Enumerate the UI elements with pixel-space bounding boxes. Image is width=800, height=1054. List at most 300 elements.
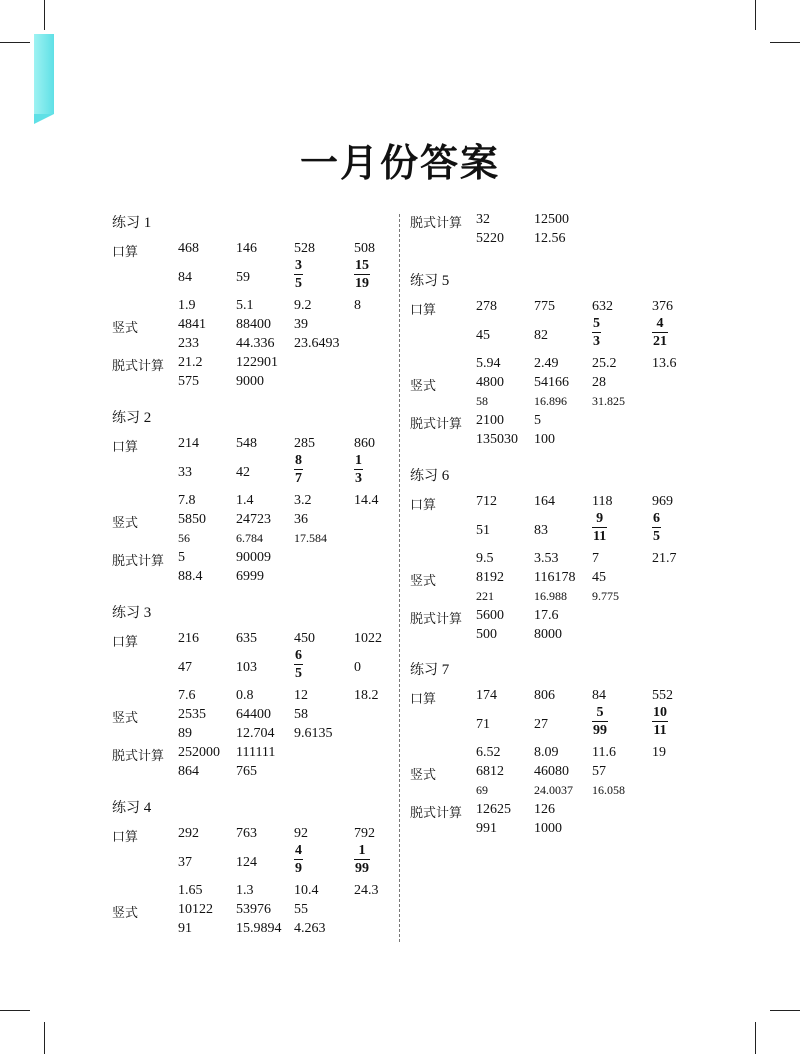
answer-row [112, 355, 392, 374]
answer-value: 24.3 [354, 883, 379, 898]
answer-row [410, 413, 690, 432]
answer-row [410, 570, 690, 589]
answer-value: 174 [476, 688, 497, 703]
answer-value: 54166 [534, 375, 569, 390]
fraction-denominator: 11 [593, 529, 607, 544]
answer-value: 468 [178, 241, 199, 256]
fraction-numerator: 15 [355, 258, 369, 273]
answer-row [112, 826, 392, 845]
answer-row [410, 318, 690, 356]
answer-value: 763 [236, 826, 257, 841]
answer-value: 84 [178, 270, 192, 285]
crop-mark [0, 42, 30, 43]
answer-row [112, 374, 392, 393]
answer-value: 9.5 [476, 551, 494, 566]
answer-value: 55 [294, 902, 308, 917]
answer-value: 32 [476, 212, 490, 227]
answer-value: 16.988 [534, 589, 567, 603]
answer-value: 1.65 [178, 883, 203, 898]
fraction-numerator: 8 [295, 453, 302, 468]
answer-value: 21.2 [178, 355, 203, 370]
answer-value: 9.2 [294, 298, 312, 313]
answer-value: 792 [354, 826, 375, 841]
answer-row [112, 531, 392, 550]
answer-value: 15.9894 [236, 921, 282, 936]
answer-value: 59 [236, 270, 250, 285]
answer-value: 2.49 [534, 356, 559, 371]
answer-row [112, 298, 392, 317]
fraction-denominator: 99 [593, 723, 607, 738]
answer-value: 27 [534, 717, 548, 732]
answer-value: 500 [476, 627, 497, 642]
exercise-title-text: 练习 [112, 215, 140, 231]
fraction-numerator: 4 [295, 843, 302, 858]
answer-value: 8 [354, 298, 361, 313]
answer-row [410, 432, 690, 451]
exercise-number: 3 [140, 605, 152, 621]
answer-value: 12 [294, 688, 308, 703]
answer-value: 1.9 [178, 298, 196, 313]
exercise-section [410, 467, 690, 646]
exercise-title [410, 661, 690, 679]
answer-value: 806 [534, 688, 555, 703]
answer-value: 116178 [534, 570, 576, 585]
answer-value: 376 [652, 299, 673, 314]
answer-value: 42 [236, 465, 250, 480]
answer-value: 10122 [178, 902, 213, 917]
answer-value: 5220 [476, 231, 504, 246]
fraction-numerator: 10 [653, 705, 667, 720]
answer-row [410, 299, 690, 318]
answer-value: 69 [476, 783, 488, 797]
fraction-bar [294, 859, 303, 860]
answer-value: 214 [178, 436, 199, 451]
answer-row [112, 845, 392, 883]
answer-value: 1000 [534, 821, 562, 836]
answer-value: 21.7 [652, 551, 677, 566]
fraction-answer [294, 258, 303, 291]
answer-row [112, 336, 392, 355]
answer-value: 10.4 [294, 883, 319, 898]
exercise-title-text: 练习 [112, 800, 140, 816]
answer-row [112, 764, 392, 783]
answer-value: 0 [354, 660, 361, 675]
answer-value: 1.4 [236, 493, 254, 508]
answer-value: 3.2 [294, 493, 312, 508]
fraction-denominator: 5 [295, 276, 302, 291]
fraction-answer [652, 316, 668, 349]
answer-value: 83 [534, 523, 548, 538]
fraction-bar [294, 274, 303, 275]
exercise-title-text: 练习 [410, 273, 438, 289]
answer-row [410, 821, 690, 840]
exercise-title [112, 799, 392, 817]
answer-value: 5.94 [476, 356, 501, 371]
answer-value: 17.584 [294, 531, 327, 545]
answer-value: 146 [236, 241, 257, 256]
answer-row [410, 745, 690, 764]
answer-value: 4841 [178, 317, 206, 332]
answer-value: 4.263 [294, 921, 326, 936]
fraction-numerator: 4 [656, 316, 664, 331]
answer-value: 712 [476, 494, 497, 509]
answer-row [112, 550, 392, 569]
crop-mark [755, 0, 756, 30]
answer-value: 508 [354, 241, 375, 256]
exercise-number: 2 [140, 410, 152, 426]
answer-row [112, 512, 392, 531]
exercise-title [410, 272, 690, 290]
exercise-title-text: 练习 [112, 410, 140, 426]
answer-row [410, 231, 690, 250]
fraction-denominator: 3 [355, 471, 362, 486]
exercise-title-text: 练习 [410, 662, 438, 678]
answer-value: 3.53 [534, 551, 559, 566]
answer-value: 864 [178, 764, 199, 779]
answer-value: 31.825 [592, 394, 625, 408]
fraction-answer [592, 316, 601, 349]
answer-value: 1022 [354, 631, 382, 646]
row-label: 脱式计算 [410, 417, 463, 432]
exercise-title-text: 练习 [410, 468, 438, 484]
answer-value: 90009 [236, 550, 271, 565]
fraction-denominator: 19 [355, 276, 369, 291]
answer-value: 775 [534, 299, 555, 314]
answer-value: 24723 [236, 512, 271, 527]
answer-value: 7.8 [178, 493, 196, 508]
fraction-numerator: 9 [596, 511, 604, 526]
answer-row [410, 608, 690, 627]
fraction-bar [592, 527, 607, 528]
answer-value: 28 [592, 375, 606, 390]
answer-value: 71 [476, 717, 490, 732]
answer-row [410, 356, 690, 375]
exercise-title [112, 214, 392, 232]
answer-row [410, 783, 690, 802]
answer-value: 51 [476, 523, 490, 538]
fraction-answer [652, 511, 661, 544]
answer-value: 9000 [236, 374, 264, 389]
answer-row [112, 241, 392, 260]
exercise-section [112, 409, 392, 588]
answer-value: 19 [652, 745, 666, 760]
answer-value: 24.0037 [534, 783, 573, 797]
row-label: 竖式 [410, 379, 437, 394]
exercise-section [112, 604, 392, 783]
fraction-bar [354, 859, 370, 860]
answer-row [410, 688, 690, 707]
answer-value: 56 [178, 531, 190, 545]
answer-value: 450 [294, 631, 315, 646]
answer-value: 16.058 [592, 783, 625, 797]
answer-value: 45 [592, 570, 606, 585]
answer-value: 5 [178, 550, 185, 565]
exercise-number: 6 [438, 468, 450, 484]
fraction-answer [354, 843, 370, 876]
exercise-number: 7 [438, 662, 450, 678]
answer-value: 6.784 [236, 531, 263, 545]
answer-value: 88.4 [178, 569, 203, 584]
answer-row [112, 569, 392, 588]
fraction-denominator: 7 [295, 471, 302, 486]
answer-row [410, 802, 690, 821]
answer-value: 221 [476, 589, 494, 603]
fraction-answer [354, 453, 363, 486]
row-label: 口算 [112, 635, 139, 650]
row-label: 口算 [410, 303, 437, 318]
answer-row [410, 394, 690, 413]
fraction-bar [354, 274, 370, 275]
exercise-title [112, 409, 392, 427]
exercise-title [410, 467, 690, 485]
answer-row [112, 436, 392, 455]
answer-value: 6812 [476, 764, 504, 779]
answer-value: 6999 [236, 569, 264, 584]
answer-row [410, 494, 690, 513]
answer-row [112, 631, 392, 650]
answer-value: 5850 [178, 512, 206, 527]
row-label: 竖式 [112, 906, 139, 921]
column-divider [399, 214, 400, 942]
answer-value: 25.2 [592, 356, 617, 371]
answer-value: 58 [294, 707, 308, 722]
fraction-denominator: 21 [653, 334, 667, 349]
fraction-numerator: 3 [295, 258, 302, 273]
fraction-answer [354, 258, 370, 291]
answer-row [112, 260, 392, 298]
fraction-bar [652, 721, 668, 722]
answer-value: 45 [476, 328, 490, 343]
fraction-bar [652, 527, 661, 528]
answer-row [112, 688, 392, 707]
answer-value: 528 [294, 241, 315, 256]
fraction-bar [294, 664, 303, 665]
exercise-section [410, 272, 690, 451]
row-label: 竖式 [112, 516, 139, 531]
answer-row [410, 513, 690, 551]
row-label: 口算 [410, 498, 437, 513]
row-label: 脱式计算 [112, 359, 165, 374]
answer-value: 33 [178, 465, 192, 480]
answer-row [112, 726, 392, 745]
answer-row [112, 317, 392, 336]
answer-value: 103 [236, 660, 257, 675]
fraction-answer [294, 453, 303, 486]
answer-value: 552 [652, 688, 673, 703]
answer-value: 216 [178, 631, 199, 646]
answer-value: 635 [236, 631, 257, 646]
answer-row [112, 745, 392, 764]
answer-value: 23.6493 [294, 336, 340, 351]
answer-value: 7.6 [178, 688, 196, 703]
fraction-numerator: 1 [355, 453, 362, 468]
answer-value: 18.2 [354, 688, 379, 703]
fraction-bar [592, 332, 601, 333]
fraction-numerator: 5 [596, 705, 604, 720]
answer-value: 11.6 [592, 745, 616, 760]
fraction-answer [652, 705, 668, 738]
answer-row [112, 650, 392, 688]
answer-row [410, 707, 690, 745]
answer-value: 860 [354, 436, 375, 451]
row-label: 口算 [112, 440, 139, 455]
answer-value: 9.6135 [294, 726, 333, 741]
answer-value: 5 [534, 413, 541, 428]
exercise-section [112, 214, 392, 393]
answer-value: 8000 [534, 627, 562, 642]
fraction-numerator: 1 [358, 843, 366, 858]
answer-row [112, 921, 392, 940]
crop-mark [0, 1010, 30, 1011]
answer-value: 2100 [476, 413, 504, 428]
crop-mark [770, 42, 800, 43]
row-label: 口算 [112, 830, 139, 845]
answer-value: 13.6 [652, 356, 677, 371]
answer-value: 47 [178, 660, 192, 675]
row-label: 竖式 [112, 711, 139, 726]
exercise-title-text: 练习 [112, 605, 140, 621]
answer-value: 126 [534, 802, 555, 817]
fraction-denominator: 9 [295, 861, 302, 876]
answer-value: 969 [652, 494, 673, 509]
fraction-bar [294, 469, 303, 470]
crop-mark [44, 1022, 45, 1054]
answer-value: 0.8 [236, 688, 254, 703]
answer-value: 12.56 [534, 231, 566, 246]
page-title: 一月份答案 [299, 141, 500, 185]
answer-value: 7 [592, 551, 599, 566]
answer-value: 88400 [236, 317, 271, 332]
answer-value: 17.6 [534, 608, 559, 623]
answer-value: 991 [476, 821, 497, 836]
row-label: 竖式 [410, 574, 437, 589]
answer-value: 122901 [236, 355, 278, 370]
fraction-denominator: 5 [653, 529, 660, 544]
answer-row [410, 627, 690, 646]
answer-row [112, 707, 392, 726]
answer-row [410, 589, 690, 608]
answer-value: 111111 [236, 745, 276, 760]
exercise-number: 1 [140, 215, 152, 231]
fraction-answer [294, 843, 303, 876]
answer-value: 37 [178, 855, 192, 870]
exercise-section [112, 799, 392, 940]
answer-row [112, 883, 392, 902]
answer-value: 44.336 [236, 336, 275, 351]
answer-value: 84 [592, 688, 606, 703]
answer-value: 58 [476, 394, 488, 408]
answer-value: 632 [592, 299, 613, 314]
answer-value: 4800 [476, 375, 504, 390]
exercise-section [410, 661, 690, 840]
answer-value: 252000 [178, 745, 220, 760]
answer-value: 765 [236, 764, 257, 779]
answer-value: 5.1 [236, 298, 254, 313]
answer-row [410, 212, 690, 231]
row-label: 竖式 [410, 768, 437, 783]
answer-value: 2535 [178, 707, 206, 722]
answer-value: 8192 [476, 570, 504, 585]
answer-value: 53976 [236, 902, 271, 917]
answer-value: 100 [534, 432, 555, 447]
answer-row [112, 455, 392, 493]
answer-row [112, 902, 392, 921]
answer-row [112, 493, 392, 512]
fraction-bar [652, 332, 668, 333]
answer-value: 91 [178, 921, 192, 936]
fraction-denominator: 3 [593, 334, 600, 349]
answer-row [410, 375, 690, 394]
fraction-denominator: 99 [355, 861, 369, 876]
crop-mark [44, 0, 45, 30]
answer-value: 278 [476, 299, 497, 314]
fraction-answer [592, 705, 608, 738]
row-label: 脱式计算 [410, 806, 463, 821]
fraction-denominator: 5 [295, 666, 302, 681]
answer-row [410, 551, 690, 570]
answer-value: 118 [592, 494, 613, 509]
answer-value: 292 [178, 826, 199, 841]
answer-value: 1.3 [236, 883, 254, 898]
answer-row [410, 764, 690, 783]
answer-value: 16.896 [534, 394, 567, 408]
answer-value: 36 [294, 512, 308, 527]
answer-value: 64400 [236, 707, 271, 722]
answer-value: 82 [534, 328, 548, 343]
answer-value: 548 [236, 436, 257, 451]
answer-value: 164 [534, 494, 555, 509]
answer-value: 46080 [534, 764, 569, 779]
row-label: 脱式计算 [410, 216, 463, 231]
fraction-numerator: 6 [295, 648, 302, 663]
answer-value: 285 [294, 436, 315, 451]
fraction-numerator: 6 [653, 511, 660, 526]
fraction-denominator: 11 [653, 723, 667, 738]
edge-tab-decoration [34, 34, 54, 114]
fraction-bar [592, 721, 608, 722]
answer-value: 6.52 [476, 745, 501, 760]
fraction-bar [354, 469, 363, 470]
answer-value: 8.09 [534, 745, 559, 760]
row-label: 脱式计算 [112, 749, 165, 764]
answer-value: 14.4 [354, 493, 379, 508]
exercise-number: 4 [140, 800, 152, 816]
fraction-numerator: 5 [593, 316, 600, 331]
exercise-title [112, 604, 392, 622]
row-label: 口算 [410, 692, 437, 707]
answer-value: 9.775 [592, 589, 619, 603]
row-label: 脱式计算 [410, 612, 463, 627]
answer-value: 135030 [476, 432, 518, 447]
crop-mark [755, 1022, 756, 1054]
fraction-answer [592, 511, 607, 544]
answer-value: 124 [236, 855, 257, 870]
row-label: 口算 [112, 245, 139, 260]
answer-value: 12625 [476, 802, 511, 817]
exercise-number: 5 [438, 273, 450, 289]
answer-value: 89 [178, 726, 192, 741]
answer-value: 12500 [534, 212, 569, 227]
crop-mark [770, 1010, 800, 1011]
row-label: 竖式 [112, 321, 139, 336]
answer-value: 39 [294, 317, 308, 332]
row-label: 脱式计算 [112, 554, 165, 569]
answer-value: 12.704 [236, 726, 275, 741]
answer-value: 233 [178, 336, 199, 351]
fraction-answer [294, 648, 303, 681]
answer-value: 57 [592, 764, 606, 779]
answer-value: 5600 [476, 608, 504, 623]
